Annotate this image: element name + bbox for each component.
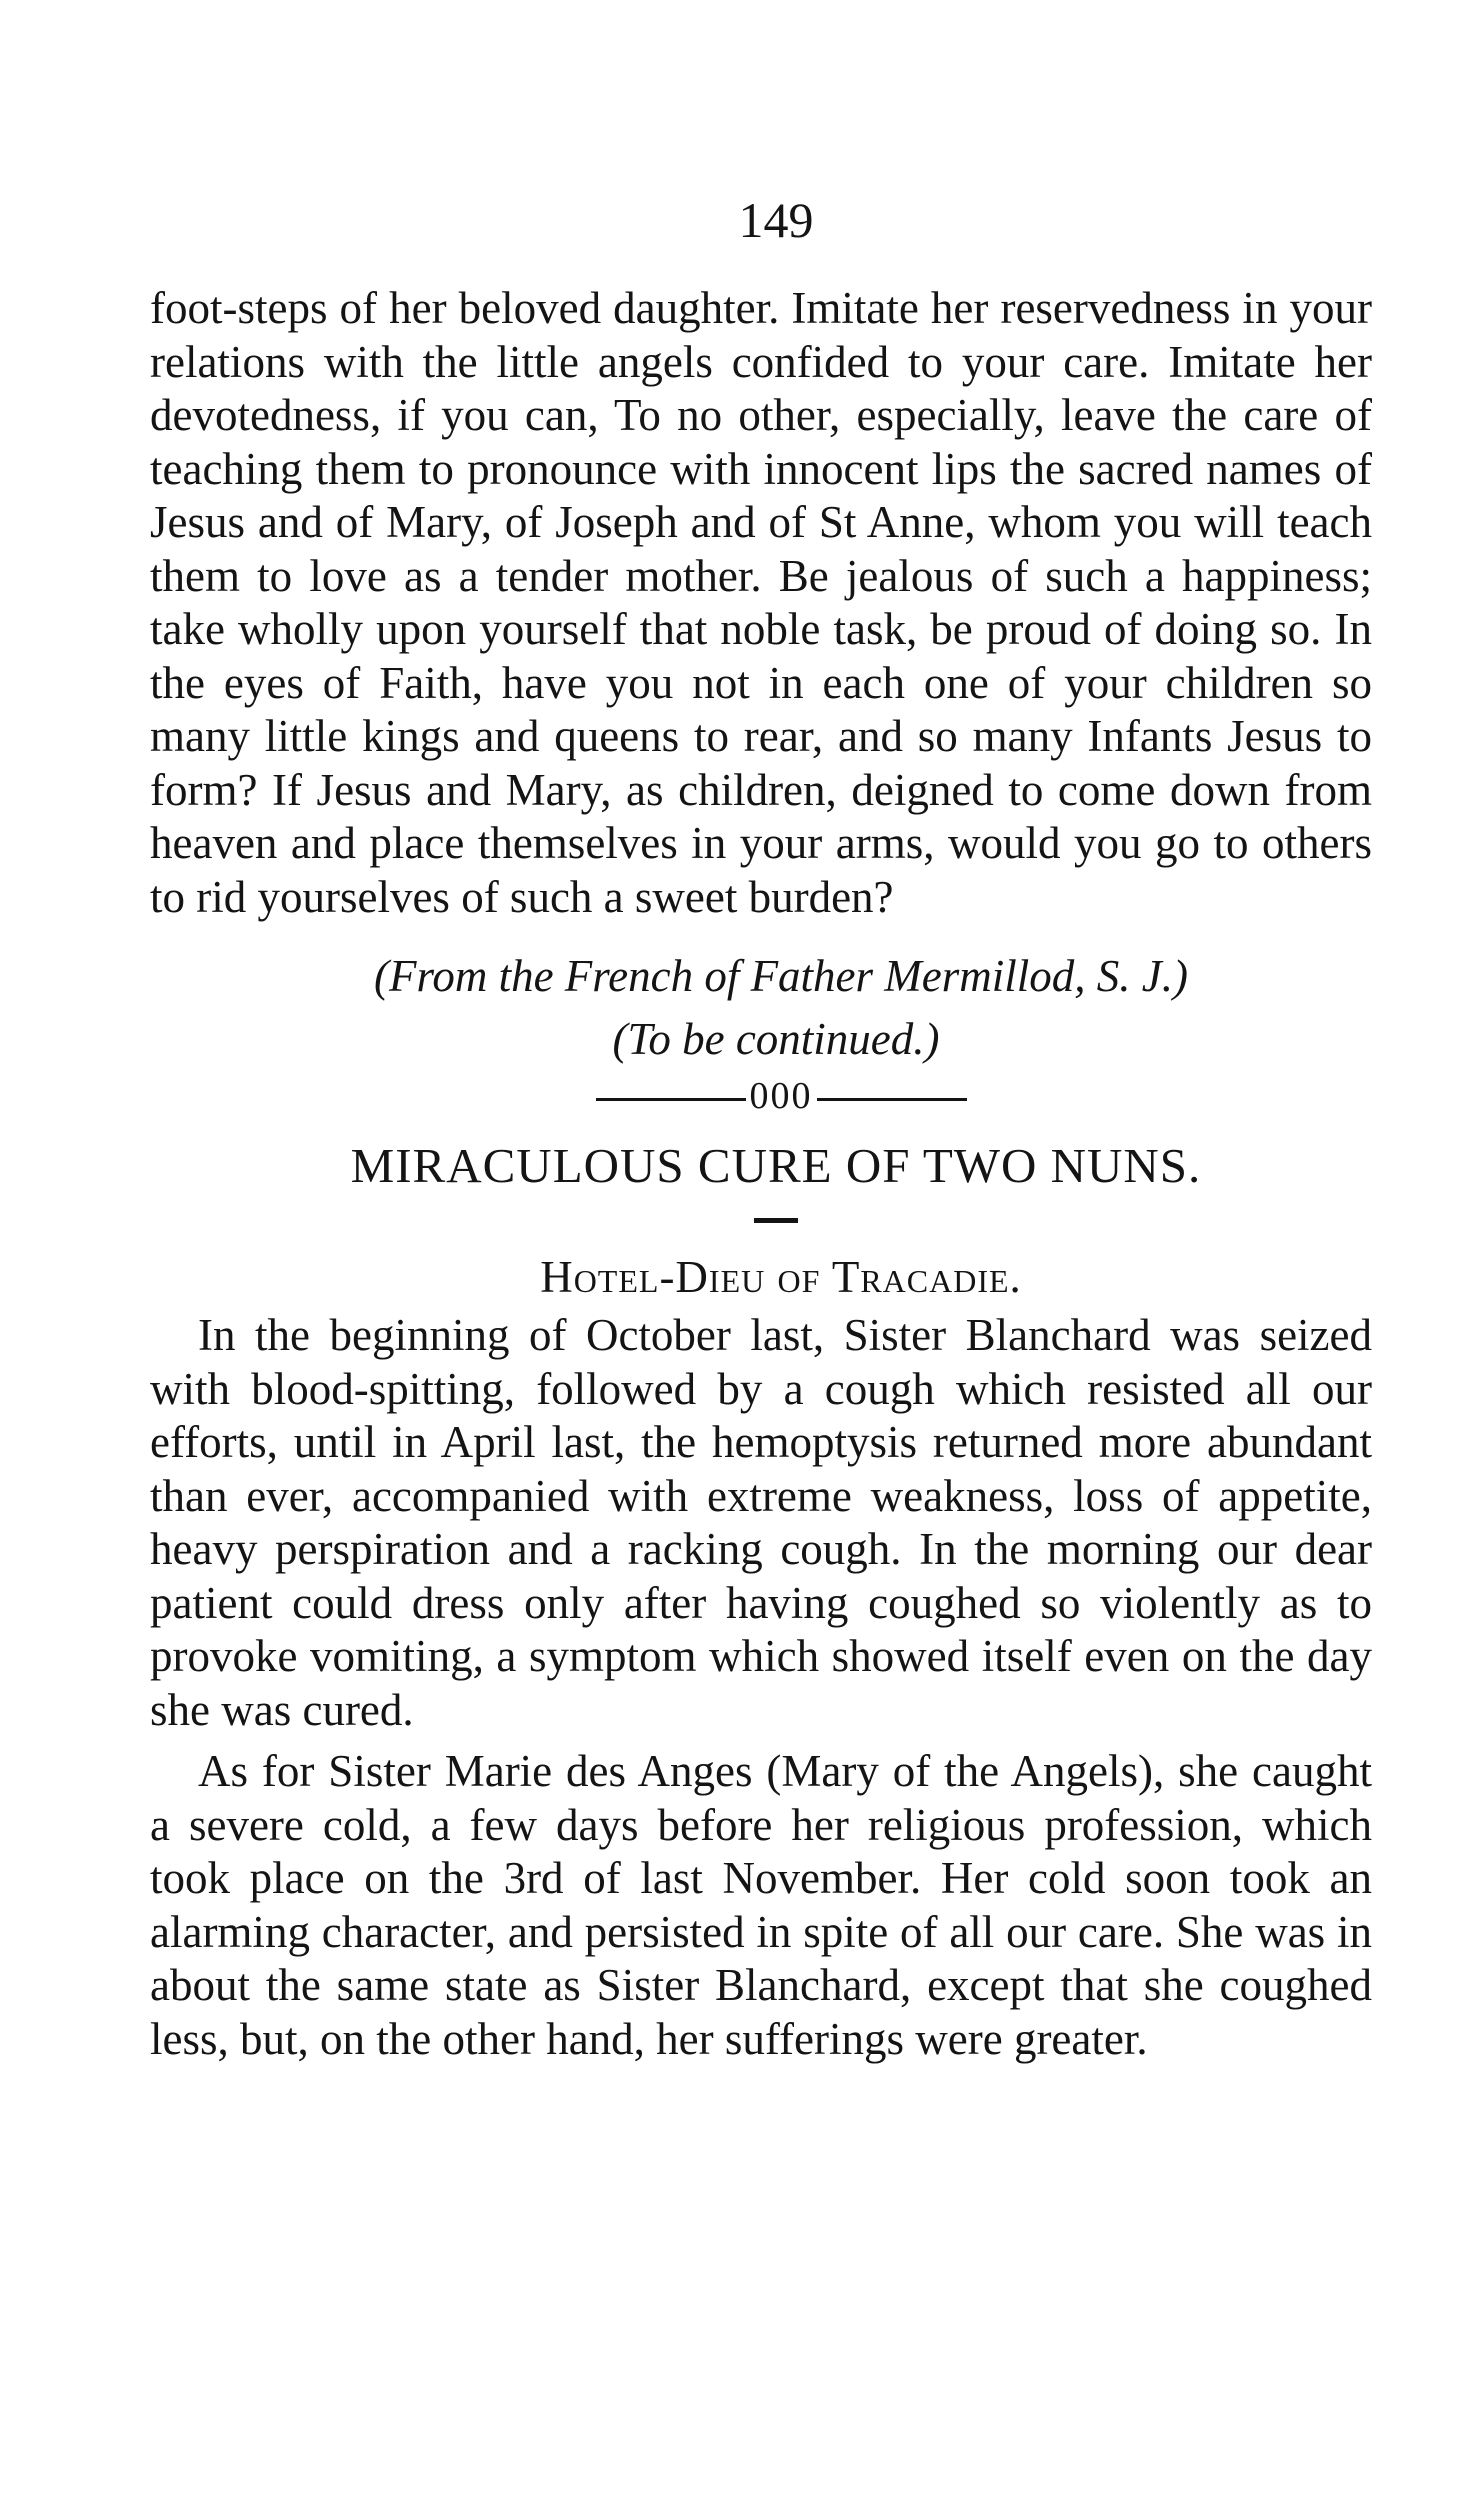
- book-page: [150, 190, 1372, 2066]
- continuation-paragraph: foot-steps of her beloved daughter. Imitate her reservedness in your relations with the little angels confided to your care. Imitate her devotedness, if you can, To no other, especially, leave the care of teaching them to pronounce with innocent lips the sacred names of Jesus and of Mary, of Joseph and of St Anne, whom you will teach them to love as a tender mother. Be jealous of such a happiness; take wholly upon yourself that noble task, be proud of doing so. In the eyes of Faith, have you not in each one of your children so many little kings and queens to rear, and so many Infants Jesus to form? If Jesus and Mary, as children, deigned to come down from heaven and place themselves in your arms, would you go to others to rid yourselves of such a sweet burden?: [150, 283, 1372, 922]
- article-title: MIRACULOUS CURE OF TWO NUNS.: [350, 1138, 1202, 1193]
- to-be-continued: (To be continued.): [612, 1014, 940, 1064]
- page-number: 149: [738, 192, 814, 248]
- divider-rule-right: [817, 1098, 967, 1101]
- article-subtitle: Hotel-Dieu of Tracadie.: [540, 1252, 1022, 1302]
- attribution: (From the French of Father Mermillod, S. J.): [374, 951, 1188, 1001]
- title-rule: [754, 1218, 798, 1223]
- divider-rule-left: [596, 1098, 746, 1101]
- article-paragraph-1: In the beginning of October last, Sister Blanchard was seized with blood-spitting, followed by a cough which resisted all our efforts, until in April last, the hemoptysis returned more abundant than ever, accompanied with extreme weakness, loss of appetite, heavy perspiration and a racking cough. In the morning our dear patient could dress only after having coughed so violently as to provoke vomiting, a symptom which showed itself even on the day she was cured.: [150, 1310, 1372, 1735]
- divider-ornament: 000: [749, 1075, 813, 1117]
- section-divider: [150, 1074, 1372, 1118]
- article-paragraph-2: As for Sister Marie des Anges (Mary of the Angels), she caught a severe cold, a few days before her religious profession, which took place on the 3rd of last November. Her cold soon took an alarming character, and persisted in spite of all our care. She was in about the same state as Sister Blanchard, except that she coughed less, but, on the other hand, her sufferings were greater.: [150, 1746, 1372, 2064]
